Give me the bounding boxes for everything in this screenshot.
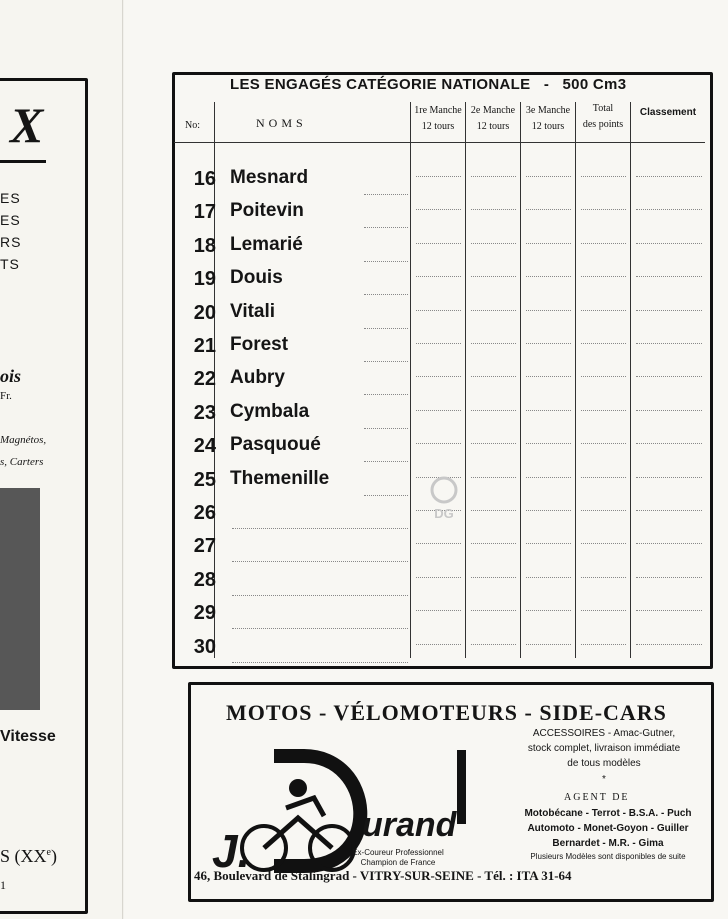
left-page-word: ois bbox=[0, 366, 22, 386]
left-page-vitesse: Vitesse bbox=[0, 728, 56, 745]
row-name-dotted-line bbox=[364, 294, 408, 295]
left-page-rule bbox=[0, 160, 46, 163]
row-number: 16 bbox=[193, 168, 216, 190]
score-dotted-line bbox=[581, 276, 626, 277]
header-manche-1 bbox=[411, 103, 465, 135]
score-dotted-line bbox=[416, 443, 461, 444]
left-page-xx bbox=[0, 846, 57, 867]
row-number: 24 bbox=[193, 435, 216, 458]
left-page-fr: Fr. bbox=[0, 390, 12, 402]
header-no: No: bbox=[185, 120, 200, 131]
row-name-dotted-line bbox=[364, 361, 408, 362]
row-number: 21 bbox=[193, 335, 216, 357]
score-dotted-line bbox=[526, 243, 571, 244]
score-dotted-line bbox=[471, 276, 516, 277]
score-dotted-line bbox=[581, 610, 626, 611]
row-name: Vitali bbox=[230, 300, 276, 322]
row-name-dotted-line bbox=[232, 628, 408, 629]
score-dotted-line bbox=[526, 176, 571, 177]
score-dotted-line bbox=[526, 376, 571, 377]
score-dotted-line bbox=[526, 577, 571, 578]
row-number: 23 bbox=[193, 401, 216, 424]
score-dotted-line bbox=[416, 610, 461, 611]
score-dotted-line bbox=[416, 376, 461, 377]
header-manche-3-line1: 3e Manche bbox=[525, 105, 571, 116]
header-manche-3-line2: 12 tours bbox=[531, 121, 565, 132]
header-total-line1: Total bbox=[592, 103, 614, 114]
score-dotted-line bbox=[471, 443, 516, 444]
left-page-xx-close: ) bbox=[50, 846, 57, 866]
score-dotted-line bbox=[636, 577, 702, 578]
row-name: Pasquoué bbox=[230, 434, 321, 456]
row-number: 28 bbox=[193, 568, 216, 591]
score-dotted-line bbox=[636, 644, 702, 645]
ad-accessories-3: de tous modèles bbox=[567, 758, 641, 769]
row-name-dotted-line bbox=[232, 561, 408, 562]
row-number: 27 bbox=[193, 535, 216, 558]
row-number: 26 bbox=[193, 502, 216, 524]
row-number: 17 bbox=[193, 201, 216, 224]
row-number: 25 bbox=[193, 468, 216, 491]
left-page-xx-sup: e bbox=[46, 847, 51, 858]
row-number: 30 bbox=[193, 635, 216, 658]
score-dotted-line bbox=[526, 644, 571, 645]
score-dotted-line bbox=[581, 543, 626, 544]
ad-accessories-1: ACCESSOIRES - Amac-Gutner, bbox=[532, 728, 676, 739]
score-dotted-line bbox=[416, 209, 461, 210]
score-dotted-line bbox=[526, 410, 571, 411]
score-dotted-line bbox=[636, 510, 702, 511]
logo-caption-line2: Champion de France bbox=[360, 858, 436, 867]
header-divider bbox=[174, 142, 705, 143]
left-page-line: TS bbox=[0, 256, 20, 272]
left-page-one: 1 bbox=[0, 878, 6, 892]
left-page-magnetos: Magnétos, bbox=[0, 434, 47, 446]
watermark-logo bbox=[424, 472, 464, 522]
row-name: Cymbala bbox=[230, 400, 310, 422]
score-dotted-line bbox=[471, 310, 516, 311]
row-name: Themenille bbox=[230, 467, 330, 489]
score-dotted-line bbox=[471, 209, 516, 210]
row-name-dotted-line bbox=[364, 495, 408, 496]
row-number: 19 bbox=[193, 268, 216, 291]
row-name: Aubry bbox=[230, 367, 285, 389]
score-dotted-line bbox=[526, 276, 571, 277]
score-dotted-line bbox=[581, 376, 626, 377]
score-dotted-line bbox=[581, 510, 626, 511]
score-dotted-line bbox=[471, 644, 516, 645]
score-dotted-line bbox=[471, 376, 516, 377]
logo-caption-line1: Ex-Coureur Professionnel bbox=[352, 848, 444, 857]
score-dotted-line bbox=[636, 343, 702, 344]
score-dotted-line bbox=[526, 209, 571, 210]
left-page-xx-text: S (XX bbox=[0, 846, 47, 866]
left-page-carters: s, Carters bbox=[0, 456, 44, 468]
score-dotted-line bbox=[471, 543, 516, 544]
ad-star: * bbox=[602, 774, 606, 785]
score-dotted-line bbox=[636, 376, 702, 377]
table-title: LES ENGAGÉS CATÉGORIE NATIONALE - 500 Cm3 bbox=[230, 76, 627, 93]
row-name-dotted-line bbox=[364, 394, 408, 395]
score-dotted-line bbox=[416, 243, 461, 244]
header-manche-3 bbox=[521, 103, 575, 135]
score-dotted-line bbox=[416, 176, 461, 177]
logo-caption bbox=[338, 848, 458, 868]
left-page-line: RS bbox=[0, 234, 22, 250]
header-total bbox=[576, 101, 630, 133]
row-name: Mesnard bbox=[230, 167, 309, 188]
header-manche-2-line2: 12 tours bbox=[476, 121, 510, 132]
score-dotted-line bbox=[581, 644, 626, 645]
score-dotted-line bbox=[526, 543, 571, 544]
score-dotted-line bbox=[636, 443, 702, 444]
score-dotted-line bbox=[636, 209, 702, 210]
column-divider bbox=[630, 102, 631, 658]
ad-footer: 46, Boulevard de Stalingrad - VITRY-SUR-SEINE - Tél. : ITA 31-64 bbox=[194, 868, 572, 883]
score-dotted-line bbox=[471, 510, 516, 511]
row-name: Poitevin bbox=[230, 200, 304, 222]
left-page-line: ES bbox=[0, 212, 21, 228]
score-dotted-line bbox=[636, 543, 702, 544]
score-dotted-line bbox=[636, 276, 702, 277]
logo-j: J. bbox=[212, 825, 251, 877]
score-dotted-line bbox=[581, 176, 626, 177]
ad-title: MOTOS - VÉLOMOTEURS - SIDE-CARS bbox=[226, 700, 667, 725]
score-dotted-line bbox=[636, 477, 702, 478]
score-dotted-line bbox=[416, 343, 461, 344]
score-dotted-line bbox=[581, 243, 626, 244]
row-name-dotted-line bbox=[364, 227, 408, 228]
left-page-line: ES bbox=[0, 190, 21, 206]
score-dotted-line bbox=[581, 443, 626, 444]
score-dotted-line bbox=[636, 176, 702, 177]
ad-brands-1: Motobécane - Terrot - B.S.A. - Puch bbox=[524, 808, 692, 819]
row-name-dotted-line bbox=[232, 528, 408, 529]
header-manche-2-line1: 2e Manche bbox=[470, 105, 516, 116]
score-dotted-line bbox=[471, 176, 516, 177]
header-manche-1-line2: 12 tours bbox=[421, 121, 455, 132]
header-classement: Classement bbox=[639, 107, 697, 118]
score-dotted-line bbox=[471, 243, 516, 244]
row-name-dotted-line bbox=[364, 428, 408, 429]
score-dotted-line bbox=[416, 310, 461, 311]
header-manche-2 bbox=[466, 103, 520, 135]
header-manche-1-line1: 1re Manche bbox=[414, 105, 462, 116]
column-divider bbox=[520, 102, 521, 658]
row-name: Douis bbox=[230, 267, 283, 289]
row-name: Forest bbox=[230, 334, 289, 355]
score-dotted-line bbox=[526, 343, 571, 344]
score-dotted-line bbox=[526, 610, 571, 611]
score-dotted-line bbox=[581, 343, 626, 344]
left-page-photo bbox=[0, 488, 40, 710]
score-dotted-line bbox=[416, 644, 461, 645]
ad-note: Plusieurs Modèles sont disponibles de suite bbox=[530, 852, 686, 861]
row-number: 22 bbox=[193, 368, 216, 391]
score-dotted-line bbox=[526, 477, 571, 478]
score-dotted-line bbox=[636, 243, 702, 244]
right-page bbox=[124, 0, 728, 919]
row-name-dotted-line bbox=[364, 194, 408, 195]
score-dotted-line bbox=[581, 310, 626, 311]
left-page bbox=[0, 0, 123, 919]
column-divider bbox=[575, 102, 576, 658]
score-dotted-line bbox=[581, 410, 626, 411]
watermark-text: DG bbox=[434, 506, 454, 521]
column-divider bbox=[465, 102, 466, 658]
score-dotted-line bbox=[581, 209, 626, 210]
ad-accessories-2: stock complet, livraison immédiate bbox=[527, 743, 681, 754]
score-dotted-line bbox=[581, 477, 626, 478]
score-dotted-line bbox=[471, 410, 516, 411]
row-number: 20 bbox=[193, 301, 216, 324]
row-name-dotted-line bbox=[364, 328, 408, 329]
row-number: 18 bbox=[193, 234, 216, 257]
score-dotted-line bbox=[526, 510, 571, 511]
header-noms: NOMS bbox=[256, 116, 307, 130]
logo-urand: urand bbox=[362, 806, 457, 844]
score-dotted-line bbox=[471, 577, 516, 578]
score-dotted-line bbox=[471, 343, 516, 344]
ad-brands-3: Bernardet - M.R. - Gima bbox=[552, 838, 664, 849]
left-page-big-letter: X bbox=[10, 97, 44, 153]
score-dotted-line bbox=[471, 610, 516, 611]
score-dotted-line bbox=[416, 543, 461, 544]
score-dotted-line bbox=[416, 276, 461, 277]
row-number: 29 bbox=[193, 602, 216, 625]
ad-brands-2: Automoto - Monet-Goyon - Guiller bbox=[527, 823, 689, 834]
score-dotted-line bbox=[636, 310, 702, 311]
ad-agent: AGENT DE bbox=[564, 792, 630, 803]
score-dotted-line bbox=[636, 610, 702, 611]
row-name-dotted-line bbox=[364, 261, 408, 262]
score-dotted-line bbox=[471, 477, 516, 478]
score-dotted-line bbox=[526, 443, 571, 444]
score-dotted-line bbox=[526, 310, 571, 311]
score-dotted-line bbox=[416, 410, 461, 411]
column-divider bbox=[410, 102, 411, 658]
row-name-dotted-line bbox=[232, 595, 408, 596]
row-name: Lemarié bbox=[230, 233, 303, 255]
score-dotted-line bbox=[581, 577, 626, 578]
score-dotted-line bbox=[636, 410, 702, 411]
header-total-line2: des points bbox=[582, 119, 624, 130]
score-dotted-line bbox=[416, 577, 461, 578]
row-name-dotted-line bbox=[232, 662, 408, 663]
row-name-dotted-line bbox=[364, 461, 408, 462]
